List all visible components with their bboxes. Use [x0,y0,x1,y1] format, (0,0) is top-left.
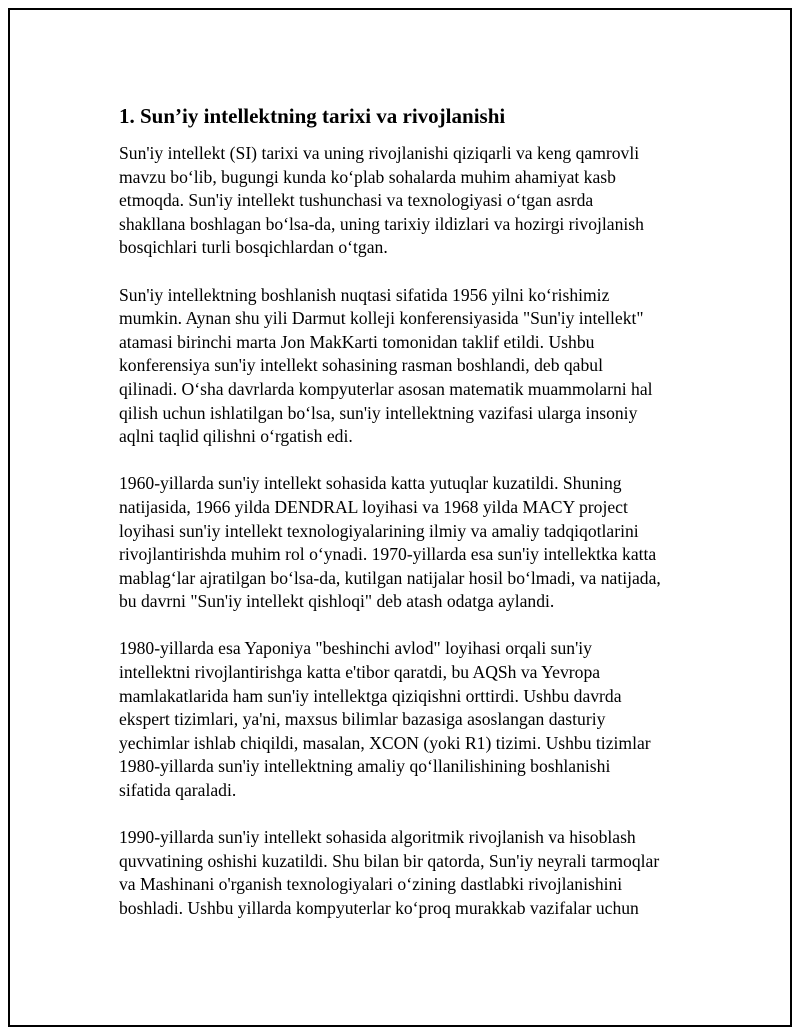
text-line: bosqichlari turli bosqichlardan o‘tgan. [119,237,388,258]
section-heading: 1. Sun’iy intellektning tarixi va rivojlanishi [119,104,506,128]
text-line: rivojlantirishda muhim rol o‘ynadi. 1970-yillarda esa sun'iy intellektka katta [119,544,657,565]
text-line: loyihasi sun'iy intellekt texnologiyalarining ilmiy va amaliy tadqiqotlarini [119,520,639,541]
document-page [8,8,792,1027]
text-line: quvvatining oshishi kuzatildi. Shu bilan bir qatorda, Sun'iy neyrali tarmoqlar [119,850,660,871]
text-line: intellektni rivojlantirishga katta e'tibor qaratdi, bu AQSh va Yevropa [119,662,601,683]
text-line: sifatida qaraladi. [119,780,237,801]
text-line: ekspert tizimlari, ya'ni, maxsus bilimlar bazasiga asoslangan dasturiy [119,709,606,730]
paragraph-5 [119,826,719,920]
text-line: konferensiya sun'iy intellekt sohasining rasman boshlandi, deb qabul [119,355,603,376]
text-line: shakllana boshlagan bo‘lsa-da, uning tarixiy ildizlari va hozirgi rivojlanish [119,213,644,234]
text-line: aqlni taqlid qilishni o‘rgatish edi. [119,426,353,447]
text-line: yechimlar ishlab chiqildi, masalan, XCON (yoki R1) tizimi. Ushbu tizimlar [119,732,651,753]
text-line: mamlakatlarida ham sun'iy intellektga qiziqishni orttirdi. Ushbu davrda [119,685,622,706]
text-line: natijasida, 1966 yilda DENDRAL loyihasi va 1968 yilda MACY project [119,496,628,517]
paragraph-3 [119,472,719,614]
document-body [119,103,719,944]
text-line: mavzu bo‘lib, bugungi kunda ko‘plab sohalarda muhim ahamiyat kasb [119,166,616,187]
text-line: atamasi birinchi marta Jon MakKarti tomonidan taklif etildi. Ushbu [119,331,595,352]
text-line: 1980-yillarda sun'iy intellektning amaliy qo‘llanilishining boshlanishi [119,756,611,777]
text-line: bu davrni "Sun'iy intellekt qishloqi" deb atash odatga aylandi. [119,591,555,612]
text-line: 1980-yillarda esa Yaponiya "beshinchi avlod" loyihasi orqali sun'iy [119,638,592,659]
text-line: Sun'iy intellektning boshlanish nuqtasi sifatida 1956 yilni ko‘rishimiz [119,284,610,305]
text-line: mumkin. Aynan shu yili Darmut kolleji konferensiyasida "Sun'iy intellekt" [119,308,644,329]
paragraph-2 [119,284,719,449]
paragraph-1 [119,142,719,260]
text-line: boshladi. Ushbu yillarda kompyuterlar ko‘proq murakkab vazifalar uchun [119,898,639,918]
text-line: Sun'iy intellekt (SI) tarixi va uning rivojlanishi qiziqarli va keng qamrovli [119,143,640,163]
paragraph-4 [119,637,719,802]
text-line: mablag‘lar ajratilgan bo‘lsa-da, kutilgan natijalar hosil bo‘lmadi, va natijada, [119,567,661,588]
text-line: qilish uchun ishlatilgan bo‘lsa, sun'iy intellektning vazifasi ularga insoniy [119,402,638,423]
text-line: qilinadi. O‘sha davrlarda kompyuterlar asosan matematik muammolarni hal [119,378,653,399]
text-line: 1960-yillarda sun'iy intellekt sohasida katta yutuqlar kuzatildi. Shuning [119,473,622,494]
text-line: va Mashinani o'rganish texnologiyalari o‘zining dastlabki rivojlanishini [119,874,623,895]
text-line: 1990-yillarda sun'iy intellekt sohasida algoritmik rivojlanish va hisoblash [119,827,636,848]
text-line: etmoqda. Sun'iy intellekt tushunchasi va texnologiyasi o‘tgan asrda [119,190,594,211]
